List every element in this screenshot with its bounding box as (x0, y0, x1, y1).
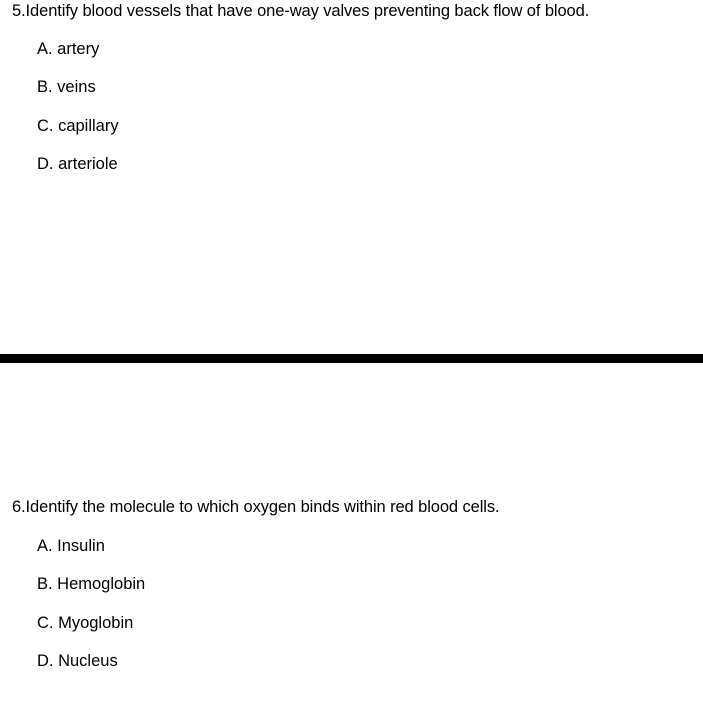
question-text: 5.Identify blood vessels that have one-way valves preventing back flow of blood. (12, 2, 590, 20)
option-c[interactable]: C. Myoglobin (37, 614, 134, 632)
option-c[interactable]: C. capillary (37, 117, 119, 135)
option-b[interactable]: B. Hemoglobin (37, 575, 146, 593)
option-a[interactable]: A. artery (37, 40, 100, 58)
question-text: 6.Identify the molecule to which oxygen binds within red blood cells. (12, 498, 500, 516)
option-b[interactable]: B. veins (37, 78, 96, 96)
section-divider (0, 354, 703, 363)
option-d[interactable]: D. arteriole (37, 155, 118, 173)
option-d[interactable]: D. Nucleus (37, 652, 118, 670)
option-a[interactable]: A. Insulin (37, 537, 105, 555)
